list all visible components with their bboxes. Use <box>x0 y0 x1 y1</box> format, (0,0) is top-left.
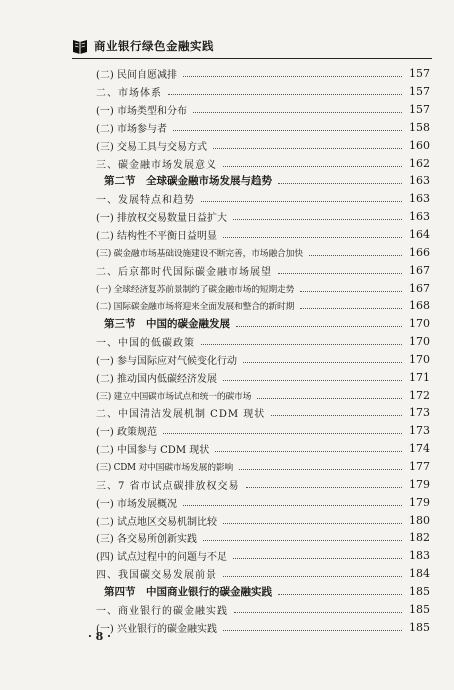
dot-leader <box>278 594 402 595</box>
dot-leader <box>300 291 402 292</box>
dot-leader <box>201 344 402 345</box>
toc-entry[interactable] <box>104 172 430 190</box>
toc-entry-page: 157 <box>409 67 430 81</box>
toc-entry-page: 157 <box>409 85 430 99</box>
toc-entry-page: 167 <box>409 281 430 295</box>
toc-entry[interactable] <box>96 368 430 386</box>
toc-entry-title: 第三节 中国的碳金融发展 <box>104 318 230 331</box>
toc-entry-title: (一) 政策规范 <box>96 427 157 439</box>
toc-entry-page: 173 <box>409 406 430 420</box>
toc-entry-page: 160 <box>409 138 430 152</box>
toc-entry[interactable] <box>96 618 430 636</box>
toc-entry-title: (二) 试点地区交易机制比较 <box>96 516 217 528</box>
toc-entry-title: 一、发展特点和趋势 <box>96 195 195 207</box>
toc-entry-title: 二、市场体系 <box>96 88 162 100</box>
toc-entry-title: 三、7 省市试点碳排放权交易 <box>96 480 240 492</box>
dot-leader <box>309 255 402 256</box>
toc-entry-title: (一) 排放权交易数量日益扩大 <box>96 213 227 225</box>
toc-entry-title: (二) 民间自愿减排 <box>96 70 177 82</box>
toc-entry[interactable] <box>96 404 430 422</box>
toc-entry[interactable] <box>96 261 430 279</box>
dot-leader <box>168 94 402 95</box>
toc-entry[interactable] <box>96 119 430 137</box>
toc-entry-page: 185 <box>409 602 430 616</box>
dot-leader <box>300 308 402 309</box>
toc-entry-title: (一) 市场发展概况 <box>96 498 177 510</box>
dot-leader <box>271 415 402 416</box>
dot-leader <box>257 398 402 399</box>
dot-leader <box>163 433 402 434</box>
toc-entry-title: (一) 全球经济复苏前景制约了碳金融市场的短期走势 <box>96 284 295 295</box>
toc-entry-page: 177 <box>409 459 430 473</box>
toc-entry-page: 172 <box>409 388 430 402</box>
toc-entry[interactable] <box>96 529 430 547</box>
toc-entry[interactable] <box>96 511 430 529</box>
toc-entry-page: 168 <box>409 299 430 313</box>
toc-entry[interactable] <box>96 475 430 493</box>
toc-entry[interactable] <box>96 83 430 101</box>
dot-leader <box>183 76 402 77</box>
toc-entry[interactable] <box>96 65 430 83</box>
toc-entry-title: (二) 市场参与者 <box>96 123 167 135</box>
toc-entry-title: (一) 兴业银行的碳金融实践 <box>96 623 217 635</box>
toc-entry-title: (二) 结构性不平衡日益明显 <box>96 231 217 243</box>
dot-leader <box>233 558 402 559</box>
toc-entry-page: 162 <box>409 156 430 170</box>
toc-entry-page: 173 <box>409 424 430 438</box>
toc-entry-page: 170 <box>409 317 430 331</box>
toc-entry-title: 二、后京都时代国际碳金融市场展望 <box>96 266 272 278</box>
dot-leader <box>213 148 402 149</box>
toc-entry[interactable] <box>96 279 430 297</box>
toc-entry[interactable] <box>96 547 430 565</box>
toc-entry[interactable] <box>96 154 430 172</box>
toc-entry-page: 180 <box>409 513 430 527</box>
toc-entry[interactable] <box>96 190 430 208</box>
dot-leader <box>223 523 402 524</box>
toc-entry-title: (三) 交易工具与交易方式 <box>96 141 207 153</box>
dot-leader <box>215 451 402 452</box>
toc-entry-page: 164 <box>409 228 430 242</box>
toc-entry-page: 171 <box>409 370 430 384</box>
toc-entry[interactable] <box>96 565 430 583</box>
dot-leader <box>233 219 402 220</box>
toc-entry-title: (三) CDM 对中国碳市场发展的影响 <box>96 462 234 473</box>
page-number: · 8 · <box>88 630 111 643</box>
toc-entry[interactable] <box>96 493 430 511</box>
toc-entry-title: 四、我国碳交易发展前景 <box>96 570 217 582</box>
toc-entry-page: 184 <box>409 567 430 581</box>
toc-entry-page: 163 <box>409 210 430 224</box>
header-title: 商业银行绿色金融实践 <box>94 39 214 53</box>
dot-leader <box>234 612 402 613</box>
toc-entry[interactable] <box>96 226 430 244</box>
toc-entry-page: 185 <box>409 584 430 598</box>
toc-entry[interactable] <box>96 386 430 404</box>
toc-entry-page: 167 <box>409 263 430 277</box>
toc-entry[interactable] <box>96 351 430 369</box>
dot-leader <box>223 237 402 238</box>
toc-entry[interactable] <box>104 315 430 333</box>
dot-leader <box>223 630 402 631</box>
toc-entry-title: (二) 国际碳金融市场将迎来全面发展和整合的新时期 <box>96 302 295 313</box>
dot-leader <box>278 273 402 274</box>
dot-leader <box>223 380 402 381</box>
toc-entry[interactable] <box>96 101 430 119</box>
toc-entry-page: 182 <box>409 531 430 545</box>
running-header <box>0 30 454 62</box>
toc-entry[interactable] <box>96 297 430 315</box>
toc-entry-page: 158 <box>409 120 430 134</box>
toc-entry-title: 三、碳金融市场发展意义 <box>96 159 217 171</box>
toc-entry[interactable] <box>96 440 430 458</box>
toc-entry-title: (三) 建立中国碳市场试点和统一的碳市场 <box>96 391 252 402</box>
toc-entry[interactable] <box>96 208 430 226</box>
dot-leader <box>223 576 402 577</box>
toc-entry-title: 第四节 中国商业银行的碳金融实践 <box>104 585 272 598</box>
toc-entry-title: (三) 各交易所创新实践 <box>96 534 197 546</box>
dot-leader <box>278 183 402 184</box>
toc-entry-title: 一、商业银行的碳金融实践 <box>96 605 228 617</box>
toc-entry-page: 163 <box>409 174 430 188</box>
toc-entry-title: 二、中国清洁发展机制 CDM 现状 <box>96 409 266 421</box>
toc-entry-title: (二) 中国参与 CDM 现状 <box>96 445 210 457</box>
toc-entry-page: 179 <box>409 495 430 509</box>
header-rule <box>72 58 432 59</box>
dot-leader <box>173 130 402 131</box>
toc-entry-page: 170 <box>409 352 430 366</box>
toc-entry[interactable] <box>104 582 430 600</box>
toc-entry-title: (二) 推动国内低碳经济发展 <box>96 373 217 385</box>
toc-entry-page: 163 <box>409 192 430 206</box>
toc-entry-page: 179 <box>409 477 430 491</box>
toc-entry-page: 157 <box>409 103 430 117</box>
dot-leader <box>193 112 402 113</box>
toc-entry-page: 170 <box>409 335 430 349</box>
toc-entry-title: 一、中国的低碳政策 <box>96 338 195 350</box>
toc-entry[interactable] <box>96 136 430 154</box>
toc-entry-title: (四) 试点过程中的问题与不足 <box>96 552 227 564</box>
toc-entry-page: 185 <box>409 620 430 634</box>
book-icon <box>72 38 88 54</box>
toc-entry[interactable] <box>96 422 430 440</box>
dot-leader <box>236 326 402 327</box>
toc-entry-title: 第二节 全球碳金融市场发展与趋势 <box>104 175 272 188</box>
toc-entry[interactable] <box>96 243 430 261</box>
toc-entry-title: (三) 碳金融市场基础设施建设不断完善，市场融合加快 <box>96 248 303 259</box>
dot-leader <box>223 166 402 167</box>
dot-leader <box>243 362 402 363</box>
toc-entry[interactable] <box>96 458 430 476</box>
toc-entry[interactable] <box>96 333 430 351</box>
dot-leader <box>201 201 402 202</box>
toc-entry-page: 183 <box>409 549 430 563</box>
dot-leader <box>203 540 402 541</box>
toc-entry-title: (一) 市场类型和分布 <box>96 106 187 118</box>
table-of-contents <box>96 65 430 636</box>
dot-leader <box>239 469 402 470</box>
toc-entry-page: 166 <box>409 245 430 259</box>
dot-leader <box>246 487 402 488</box>
toc-entry-title: (一) 参与国际应对气候变化行动 <box>96 355 237 367</box>
toc-entry[interactable] <box>96 600 430 618</box>
toc-entry-page: 174 <box>409 442 430 456</box>
dot-leader <box>183 505 402 506</box>
